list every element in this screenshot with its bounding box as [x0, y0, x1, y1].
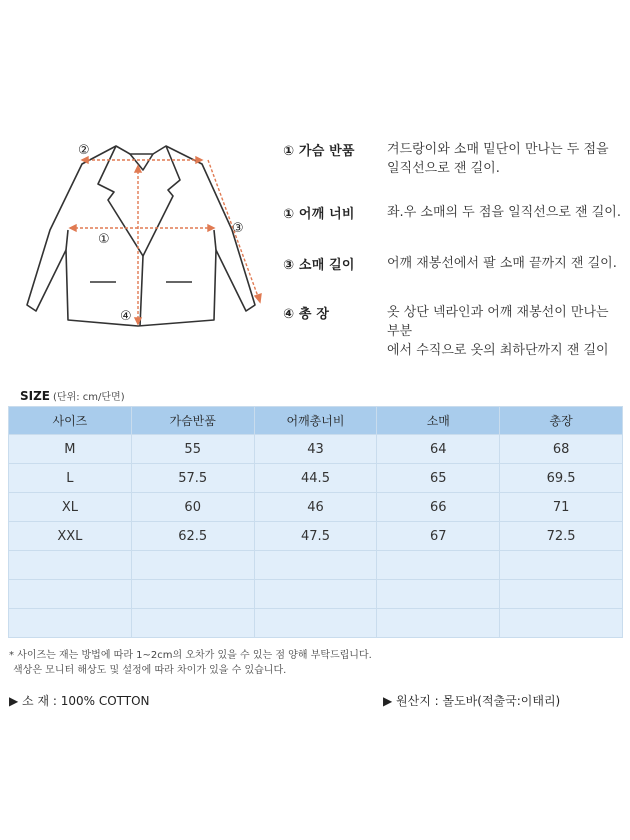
legend-term: ③ 소매 길이 — [283, 258, 355, 273]
table-cell-empty — [254, 580, 377, 609]
table-row — [9, 522, 623, 551]
legend-desc-line: 에서 수직으로 옷의 최하단까지 잰 길이 — [387, 343, 609, 358]
table-cell: 60 — [131, 493, 254, 522]
legend-desc-line: 어깨 재봉선에서 팔 소매 끝까지 잰 길이. — [387, 256, 617, 271]
table-cell: L — [9, 464, 132, 493]
table-cell: 43 — [254, 435, 377, 464]
note-line: 색상은 모니터 해상도 및 설정에 따라 차이가 있을 수 있습니다. — [13, 665, 287, 676]
table-cell: 71 — [500, 493, 623, 522]
legend-desc-line: 옷 상단 넥라인과 어깨 재봉선이 만나는 부분 — [387, 305, 609, 339]
marker-4: ④ — [120, 309, 132, 324]
legend-desc — [387, 203, 623, 222]
legend-desc — [387, 254, 623, 273]
table-cell: 64 — [377, 435, 500, 464]
table-cell: 62.5 — [131, 522, 254, 551]
table-cell: 55 — [131, 435, 254, 464]
header-length: 총장 — [500, 407, 623, 435]
table-cell-empty — [377, 609, 500, 638]
table-cell-empty — [9, 551, 132, 580]
table-cell-empty — [9, 609, 132, 638]
legend-desc-line: 좌.우 소매의 두 점을 일직선으로 잰 길이. — [387, 205, 621, 220]
marker-2: ② — [78, 143, 90, 158]
table-cell: 72.5 — [500, 522, 623, 551]
table-cell-empty — [377, 551, 500, 580]
jacket-illustration — [10, 130, 280, 345]
table-cell: 44.5 — [254, 464, 377, 493]
material-info: ▶ 소 재 : 100% COTTON — [9, 694, 150, 708]
table-row-empty — [9, 551, 623, 580]
header-size: 사이즈 — [9, 407, 132, 435]
table-cell: XL — [9, 493, 132, 522]
table-cell-empty — [131, 580, 254, 609]
jacket-outline — [27, 146, 255, 326]
table-cell: 66 — [377, 493, 500, 522]
table-row — [9, 435, 623, 464]
table-cell-empty — [500, 551, 623, 580]
legend-term: ④ 총 장 — [283, 307, 330, 322]
table-header-row — [9, 407, 623, 435]
size-section-title — [20, 388, 125, 403]
table-cell: XXL — [9, 522, 132, 551]
origin-info: ▶ 원산지 : 몰도바(적출국:이태리) — [383, 694, 561, 708]
marker-1: ① — [98, 232, 110, 247]
table-cell-empty — [9, 580, 132, 609]
marker-3: ③ — [232, 221, 244, 236]
table-cell-empty — [131, 551, 254, 580]
size-unit-text: (단위: cm/단면) — [53, 392, 125, 403]
legend-term: ① 가슴 반품 — [283, 144, 355, 159]
table-row — [9, 493, 623, 522]
legend-desc — [387, 303, 623, 360]
legend-desc-line: 일직선으로 잰 길이. — [387, 161, 500, 176]
legend-desc — [387, 140, 623, 178]
size-table — [8, 406, 623, 638]
note-line: * 사이즈는 재는 방법에 따라 1~2cm의 오차가 있을 수 있는 점 양해 부탁드립니다. — [9, 650, 372, 661]
jacket-diagram — [10, 130, 280, 345]
table-cell: 68 — [500, 435, 623, 464]
header-chest: 가슴반품 — [131, 407, 254, 435]
table-cell: M — [9, 435, 132, 464]
table-cell: 57.5 — [131, 464, 254, 493]
header-shoulder: 어깨총너비 — [254, 407, 377, 435]
table-row-empty — [9, 609, 623, 638]
table-row-empty — [9, 580, 623, 609]
table-cell-empty — [254, 609, 377, 638]
header-sleeve: 소매 — [377, 407, 500, 435]
legend-term: ① 어깨 너비 — [283, 207, 355, 222]
table-cell-empty — [500, 580, 623, 609]
table-cell: 47.5 — [254, 522, 377, 551]
legend-desc-line: 겨드랑이와 소매 밑단이 만나는 두 점을 — [387, 142, 609, 157]
table-cell-empty — [500, 609, 623, 638]
size-notes — [9, 648, 372, 678]
table-cell: 65 — [377, 464, 500, 493]
table-row — [9, 464, 623, 493]
table-cell-empty — [131, 609, 254, 638]
table-cell: 69.5 — [500, 464, 623, 493]
size-title-text: SIZE — [20, 389, 51, 403]
table-cell-empty — [377, 580, 500, 609]
table-cell: 46 — [254, 493, 377, 522]
table-cell-empty — [254, 551, 377, 580]
table-cell: 67 — [377, 522, 500, 551]
